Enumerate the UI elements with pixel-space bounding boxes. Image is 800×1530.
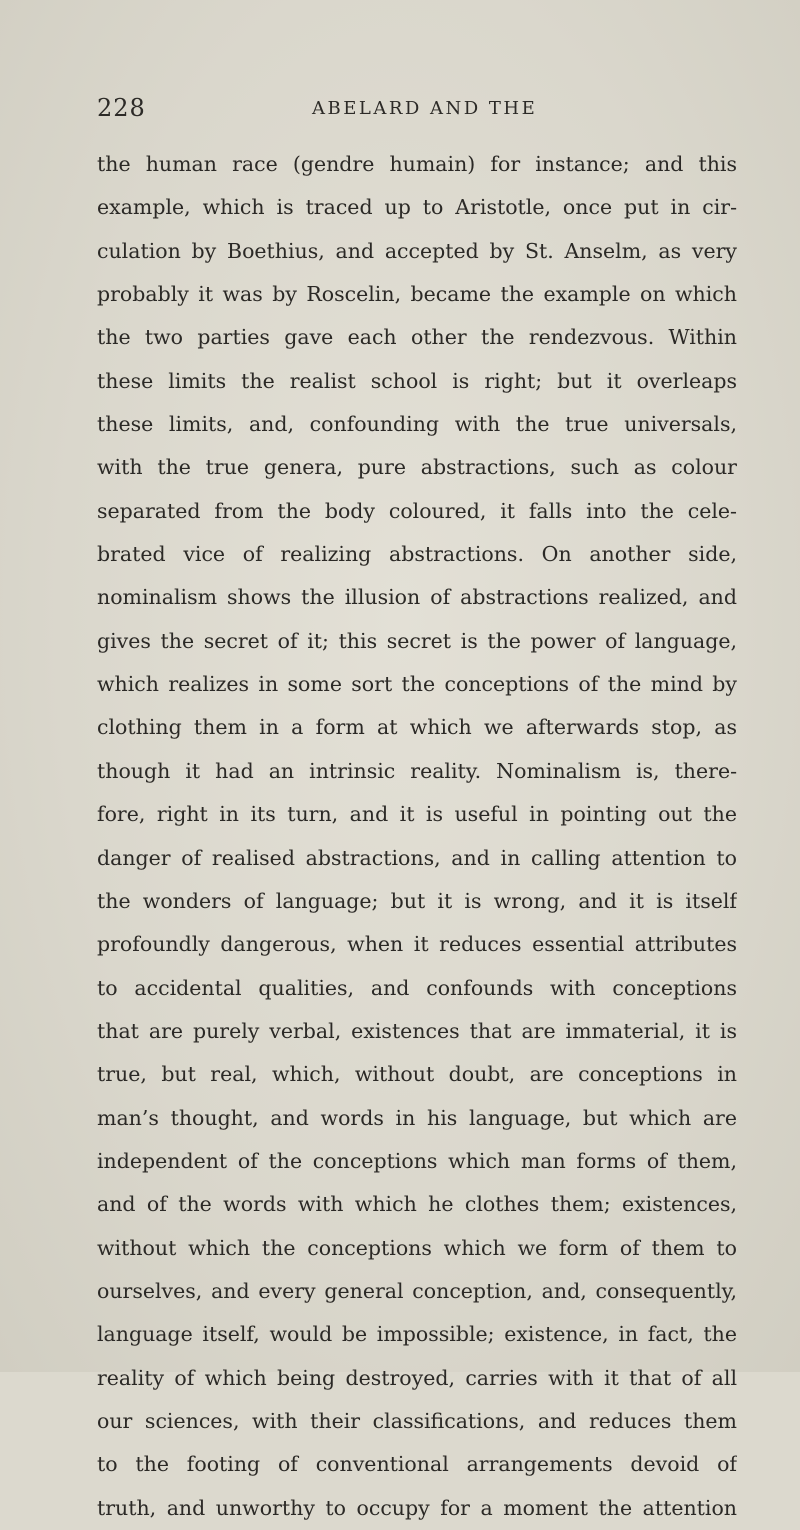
running-head: ABELARD AND THE <box>312 98 538 119</box>
text-line: probably it was by Roscelin, became the example on which <box>97 282 737 307</box>
text-line: with the true genera, pure abstractions, such as colour <box>97 455 737 480</box>
text-line: danger of realised abstractions, and in calling attention to <box>97 845 737 870</box>
text-line: these limits the realist school is right; but it overleaps <box>97 368 737 393</box>
text-line: profoundly dangerous, when it reduces essential attributes <box>97 932 737 957</box>
text-line: example, which is traced up to Aristotle, once put in cir- <box>97 195 737 220</box>
text-line: true, but real, which, without doubt, are conceptions in <box>97 1062 737 1087</box>
text-line: brated vice of realizing abstractions. On another side, <box>97 542 737 567</box>
text-line: to the footing of conventional arrangements devoid of <box>97 1452 737 1477</box>
text-line: these limits, and, confounding with the true universals, <box>97 412 737 437</box>
text-line: gives the secret of it; this secret is the power of language, <box>97 628 737 653</box>
body-text <box>97 143 737 1530</box>
text-line: fore, right in its turn, and it is useful in pointing out the <box>97 802 737 827</box>
text-line: without which the conceptions which we form of them to <box>97 1235 737 1260</box>
page-number: 228 <box>97 94 146 122</box>
text-line: language itself, would be impossible; existence, in fact, the <box>97 1322 737 1347</box>
text-line: nominalism shows the illusion of abstractions realized, and <box>97 585 737 610</box>
text-line: the wonders of language; but it is wrong, and it is itself <box>97 888 737 913</box>
page-header <box>97 94 737 134</box>
text-line: truth, and unworthy to occupy for a moment the attention <box>97 1495 737 1520</box>
text-line: the two parties gave each other the rendezvous. Within <box>97 325 737 350</box>
text-line: to accidental qualities, and confounds with conceptions <box>97 975 737 1000</box>
text-line: our sciences, with their classifications, and reduces them <box>97 1408 737 1433</box>
text-line: that are purely verbal, existences that are immaterial, it is <box>97 1018 737 1043</box>
text-line: ourselves, and every general conception, and, consequently, <box>97 1278 737 1303</box>
text-line: and of the words with which he clothes them; existences, <box>97 1192 737 1217</box>
text-line: culation by Boethius, and accepted by St. Anselm, as very <box>97 238 737 263</box>
text-line: reality of which being destroyed, carries with it that of all <box>97 1365 737 1390</box>
text-line: independent of the conceptions which man forms of them, <box>97 1148 737 1173</box>
text-line: man’s thought, and words in his language, but which are <box>97 1105 737 1130</box>
text-line: clothing them in a form at which we afterwards stop, as <box>97 715 737 740</box>
text-line: separated from the body coloured, it falls into the cele- <box>97 498 737 523</box>
text-line: the human race (gendre humain) for instance; and this <box>97 152 737 176</box>
text-line: which realizes in some sort the conceptions of the mind by <box>97 672 737 697</box>
text-line: though it had an intrinsic reality. Nominalism is, there- <box>97 758 737 783</box>
